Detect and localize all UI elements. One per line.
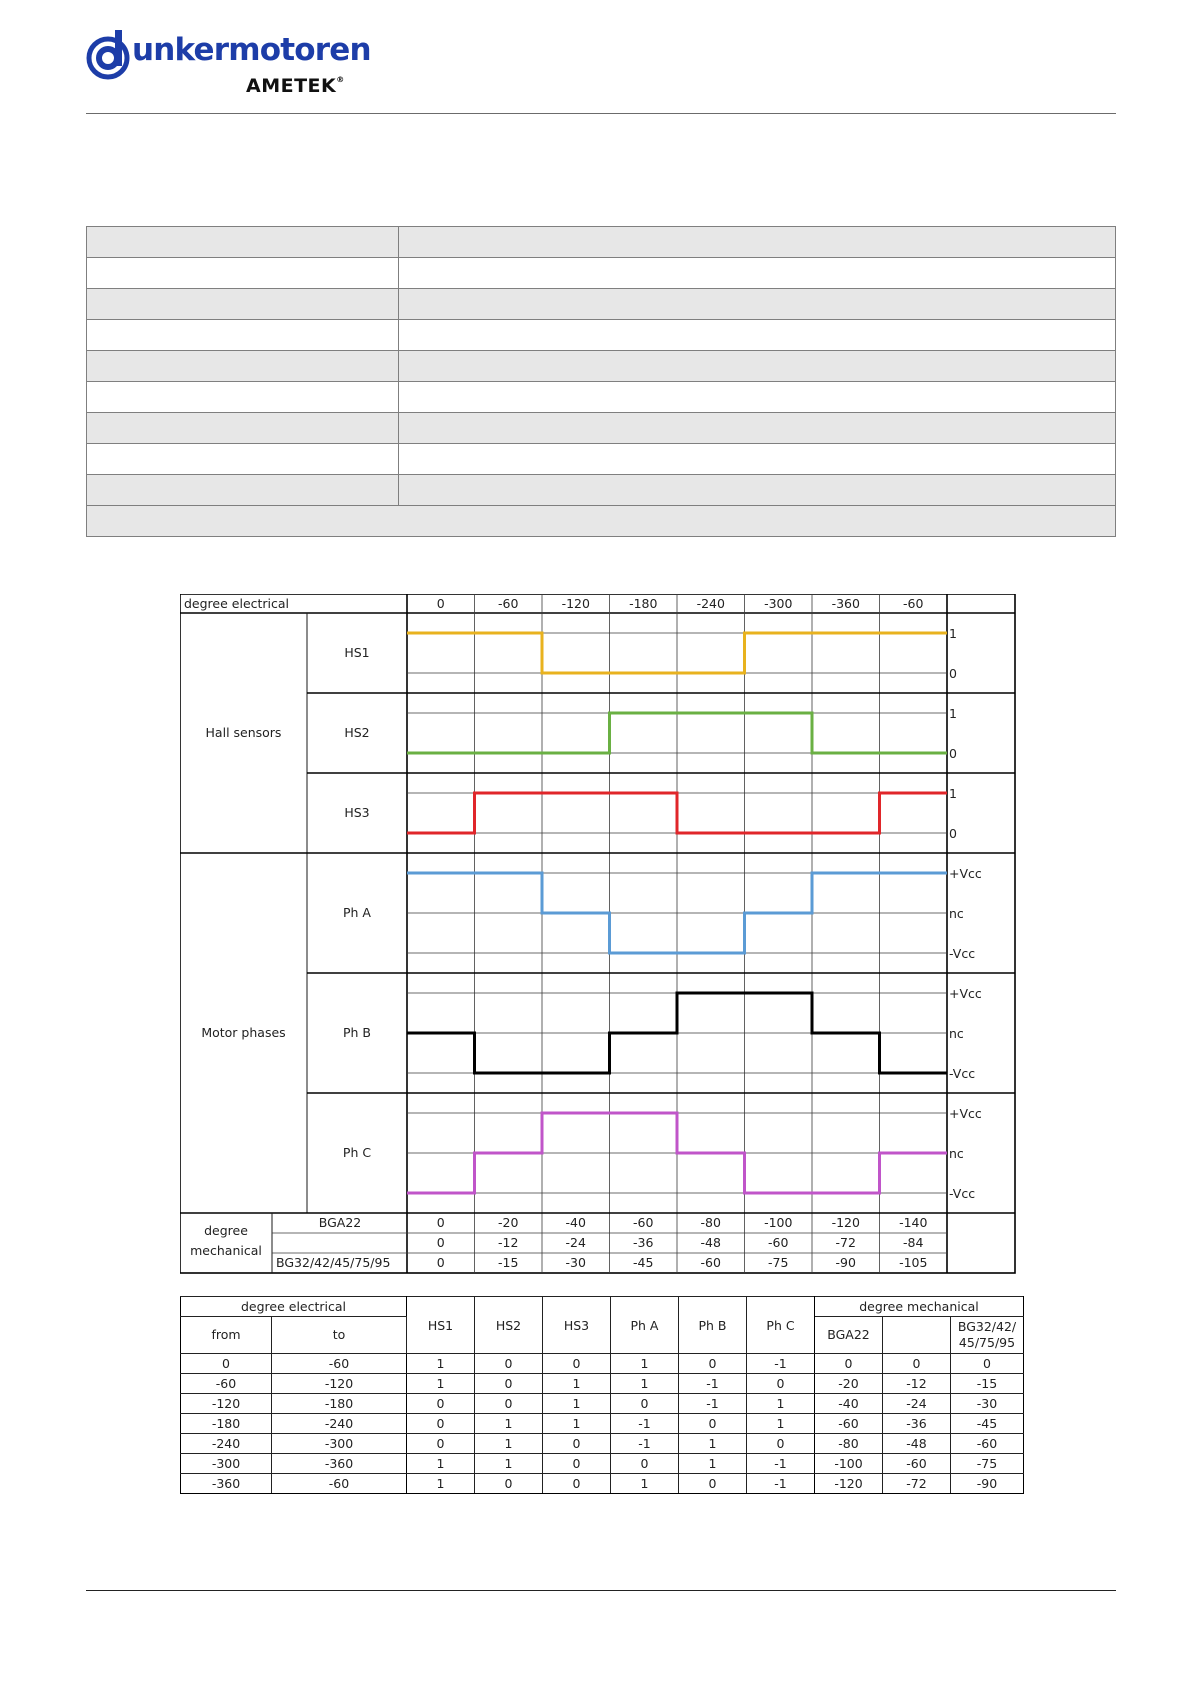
electrical-column-label: -120 bbox=[561, 596, 590, 611]
mech-value: -72 bbox=[835, 1235, 856, 1250]
table-cell: -240 bbox=[181, 1434, 272, 1454]
table-cell: -240 bbox=[272, 1414, 407, 1434]
mech-value: -120 bbox=[831, 1215, 860, 1230]
table-cell: -120 bbox=[181, 1394, 272, 1414]
table-cell: 0 bbox=[543, 1354, 611, 1374]
mech-value: -60 bbox=[700, 1255, 721, 1270]
col-bga22: BGA22 bbox=[815, 1317, 883, 1354]
col-bg32 bbox=[951, 1317, 1024, 1354]
electrical-column-label: -60 bbox=[903, 596, 924, 611]
level-label: 1 bbox=[949, 626, 957, 641]
level-label: nc bbox=[949, 1146, 964, 1161]
table-cell: -15 bbox=[951, 1374, 1024, 1394]
mech-value: -105 bbox=[899, 1255, 928, 1270]
table-cell: -1 bbox=[611, 1414, 679, 1434]
level-label: -Vcc bbox=[949, 1186, 976, 1201]
table-cell: 1 bbox=[407, 1454, 475, 1474]
col-mech-blank bbox=[883, 1317, 951, 1354]
table-cell: -1 bbox=[679, 1374, 747, 1394]
table-cell: 0 bbox=[475, 1394, 543, 1414]
mech-value: -100 bbox=[764, 1215, 793, 1230]
table-cell: -180 bbox=[181, 1414, 272, 1434]
electrical-column-label: 0 bbox=[436, 596, 445, 611]
table-cell: -48 bbox=[883, 1434, 951, 1454]
electrical-column-label: -300 bbox=[764, 596, 793, 611]
level-label: +Vcc bbox=[949, 1106, 982, 1121]
table-cell: -120 bbox=[815, 1474, 883, 1494]
table-cell: 1 bbox=[611, 1474, 679, 1494]
table-row bbox=[181, 1374, 1024, 1394]
mech-value: -36 bbox=[633, 1235, 654, 1250]
table-cell: -100 bbox=[815, 1454, 883, 1474]
level-label: 1 bbox=[949, 706, 957, 721]
electrical-column-label: -240 bbox=[696, 596, 725, 611]
level-label: 1 bbox=[949, 786, 957, 801]
table-cell: 0 bbox=[475, 1474, 543, 1494]
table-cell: 1 bbox=[407, 1474, 475, 1494]
table-cell: 1 bbox=[407, 1374, 475, 1394]
table-cell: -40 bbox=[815, 1394, 883, 1414]
brand-name: unkermotoren bbox=[132, 32, 371, 68]
table-cell: -1 bbox=[679, 1394, 747, 1414]
table-cell: 0 bbox=[951, 1354, 1024, 1374]
table-cell: -90 bbox=[951, 1474, 1024, 1494]
header-rule bbox=[86, 113, 1116, 114]
mech-group-label-2: mechanical bbox=[190, 1243, 262, 1258]
table-cell: -1 bbox=[747, 1454, 815, 1474]
table-cell: -1 bbox=[611, 1434, 679, 1454]
level-label: 0 bbox=[949, 746, 957, 761]
table-cell: -60 bbox=[951, 1434, 1024, 1454]
signal-name: Ph A bbox=[343, 905, 371, 920]
mech-value: -60 bbox=[768, 1235, 789, 1250]
mech-value: -80 bbox=[700, 1215, 721, 1230]
diagram-frame bbox=[180, 594, 1015, 1273]
table-cell: 0 bbox=[679, 1354, 747, 1374]
col-hs3: HS3 bbox=[543, 1297, 611, 1354]
mech-value: -60 bbox=[633, 1215, 654, 1230]
mech-value: -84 bbox=[903, 1235, 924, 1250]
table-cell: 1 bbox=[543, 1394, 611, 1414]
table-row bbox=[181, 1474, 1024, 1494]
table-cell: -72 bbox=[883, 1474, 951, 1494]
col-bg32-line1: BG32/42/ bbox=[957, 1319, 1017, 1334]
brand-subtitle bbox=[246, 75, 345, 97]
table-cell: 0 bbox=[815, 1354, 883, 1374]
table-cell: 0 bbox=[543, 1454, 611, 1474]
table-cell: 0 bbox=[679, 1474, 747, 1494]
table-cell: -300 bbox=[181, 1454, 272, 1474]
col-pha: Ph A bbox=[611, 1297, 679, 1354]
table-cell: -360 bbox=[181, 1474, 272, 1494]
level-label: 0 bbox=[949, 666, 957, 681]
mech-row-label: BG32/42/45/75/95 bbox=[276, 1255, 391, 1270]
mech-value: -45 bbox=[633, 1255, 654, 1270]
electrical-column-label: -180 bbox=[629, 596, 658, 611]
table-cell: 0 bbox=[543, 1434, 611, 1454]
table-cell: 1 bbox=[475, 1414, 543, 1434]
electrical-column-label: -360 bbox=[831, 596, 860, 611]
mech-row-label: BGA22 bbox=[318, 1215, 362, 1230]
table-cell: -12 bbox=[883, 1374, 951, 1394]
table-cell: 1 bbox=[679, 1434, 747, 1454]
table-cell: 1 bbox=[543, 1414, 611, 1434]
table-cell: -60 bbox=[272, 1354, 407, 1374]
mech-value: -75 bbox=[768, 1255, 789, 1270]
table-cell: -60 bbox=[272, 1474, 407, 1494]
table-cell: 1 bbox=[611, 1374, 679, 1394]
table-cell: -36 bbox=[883, 1414, 951, 1434]
signal-name: HS1 bbox=[344, 645, 370, 660]
table-row bbox=[181, 1434, 1024, 1454]
group-label-hall: Hall sensors bbox=[205, 725, 282, 740]
group-label-phases: Motor phases bbox=[201, 1025, 286, 1040]
table-cell: 0 bbox=[679, 1414, 747, 1434]
col-phc: Ph C bbox=[747, 1297, 815, 1354]
mech-value: -40 bbox=[565, 1215, 586, 1230]
table-cell: 0 bbox=[543, 1474, 611, 1494]
mech-value: 0 bbox=[436, 1215, 445, 1230]
brand-subtitle-text: AMETEK bbox=[246, 75, 337, 97]
col-to: to bbox=[272, 1317, 407, 1354]
logo-d-icon bbox=[86, 30, 136, 80]
table-cell: -45 bbox=[951, 1414, 1024, 1434]
table-cell: -30 bbox=[951, 1394, 1024, 1414]
mech-value: -15 bbox=[498, 1255, 519, 1270]
table-cell: -300 bbox=[272, 1434, 407, 1454]
level-label: +Vcc bbox=[949, 986, 982, 1001]
table-cell: 1 bbox=[407, 1354, 475, 1374]
table-cell: 1 bbox=[543, 1374, 611, 1394]
waveform-hs3 bbox=[407, 793, 947, 833]
mech-value: -48 bbox=[700, 1235, 721, 1250]
signal-name: Ph C bbox=[342, 1145, 372, 1160]
table-cell: 0 bbox=[407, 1434, 475, 1454]
table-cell: 0 bbox=[407, 1414, 475, 1434]
mech-value: -140 bbox=[899, 1215, 928, 1230]
table-cell: 0 bbox=[747, 1434, 815, 1454]
table-cell: -120 bbox=[272, 1374, 407, 1394]
mech-value: -30 bbox=[565, 1255, 586, 1270]
table-cell: 0 bbox=[747, 1374, 815, 1394]
table-cell: -24 bbox=[883, 1394, 951, 1414]
table-cell: 1 bbox=[475, 1434, 543, 1454]
table-cell: 0 bbox=[611, 1454, 679, 1474]
table-cell: -60 bbox=[815, 1414, 883, 1434]
table-cell: 1 bbox=[475, 1454, 543, 1474]
level-label: -Vcc bbox=[949, 1066, 976, 1081]
table-cell: -75 bbox=[951, 1454, 1024, 1474]
table-row bbox=[181, 1354, 1024, 1374]
table-row bbox=[181, 1394, 1024, 1414]
mech-value: 0 bbox=[436, 1235, 445, 1250]
signal-name: HS3 bbox=[344, 805, 370, 820]
table-cell: -180 bbox=[272, 1394, 407, 1414]
registered-mark: ® bbox=[336, 75, 345, 84]
table-cell: -360 bbox=[272, 1454, 407, 1474]
mech-value: -20 bbox=[498, 1215, 519, 1230]
table-cell: -80 bbox=[815, 1434, 883, 1454]
table-cell: 1 bbox=[747, 1414, 815, 1434]
table-cell: -60 bbox=[883, 1454, 951, 1474]
table-cell: 0 bbox=[475, 1354, 543, 1374]
info-table bbox=[86, 226, 1116, 537]
table-cell: 0 bbox=[475, 1374, 543, 1394]
mech-value: 0 bbox=[436, 1255, 445, 1270]
col-phb: Ph B bbox=[679, 1297, 747, 1354]
mech-group-label-1: degree bbox=[204, 1223, 248, 1238]
mech-value: -90 bbox=[835, 1255, 856, 1270]
table-cell: 1 bbox=[679, 1454, 747, 1474]
mech-value: -24 bbox=[565, 1235, 586, 1250]
table-cell: 0 bbox=[181, 1354, 272, 1374]
table-cell: 0 bbox=[883, 1354, 951, 1374]
table-row bbox=[181, 1454, 1024, 1474]
table-cell: 1 bbox=[747, 1394, 815, 1414]
signal-name: HS2 bbox=[344, 725, 370, 740]
hall-commutation-diagram bbox=[180, 594, 1024, 1284]
level-label: 0 bbox=[949, 826, 957, 841]
table-cell: -20 bbox=[815, 1374, 883, 1394]
elec-header: degree electrical bbox=[181, 1297, 407, 1317]
table-cell: 1 bbox=[611, 1354, 679, 1374]
electrical-column-label: -60 bbox=[498, 596, 519, 611]
col-hs2: HS2 bbox=[475, 1297, 543, 1354]
mech-header: degree mechanical bbox=[815, 1297, 1024, 1317]
table-cell: 0 bbox=[407, 1394, 475, 1414]
col-bg32-line2: 45/75/95 bbox=[958, 1335, 1016, 1350]
table-row bbox=[181, 1414, 1024, 1434]
brand-logo bbox=[86, 22, 371, 104]
table-cell: 0 bbox=[611, 1394, 679, 1414]
level-label: +Vcc bbox=[949, 866, 982, 881]
level-label: nc bbox=[949, 1026, 964, 1041]
signal-name: Ph B bbox=[342, 1025, 372, 1040]
level-label: nc bbox=[949, 906, 964, 921]
col-from: from bbox=[181, 1317, 272, 1354]
table-cell: -1 bbox=[747, 1354, 815, 1374]
commutation-table bbox=[180, 1296, 1024, 1494]
mech-value: -12 bbox=[498, 1235, 519, 1250]
table-cell: -60 bbox=[181, 1374, 272, 1394]
table-cell: -1 bbox=[747, 1474, 815, 1494]
header-label: degree electrical bbox=[184, 596, 290, 611]
footer-rule bbox=[86, 1590, 1116, 1591]
col-hs1: HS1 bbox=[407, 1297, 475, 1354]
level-label: -Vcc bbox=[949, 946, 976, 961]
